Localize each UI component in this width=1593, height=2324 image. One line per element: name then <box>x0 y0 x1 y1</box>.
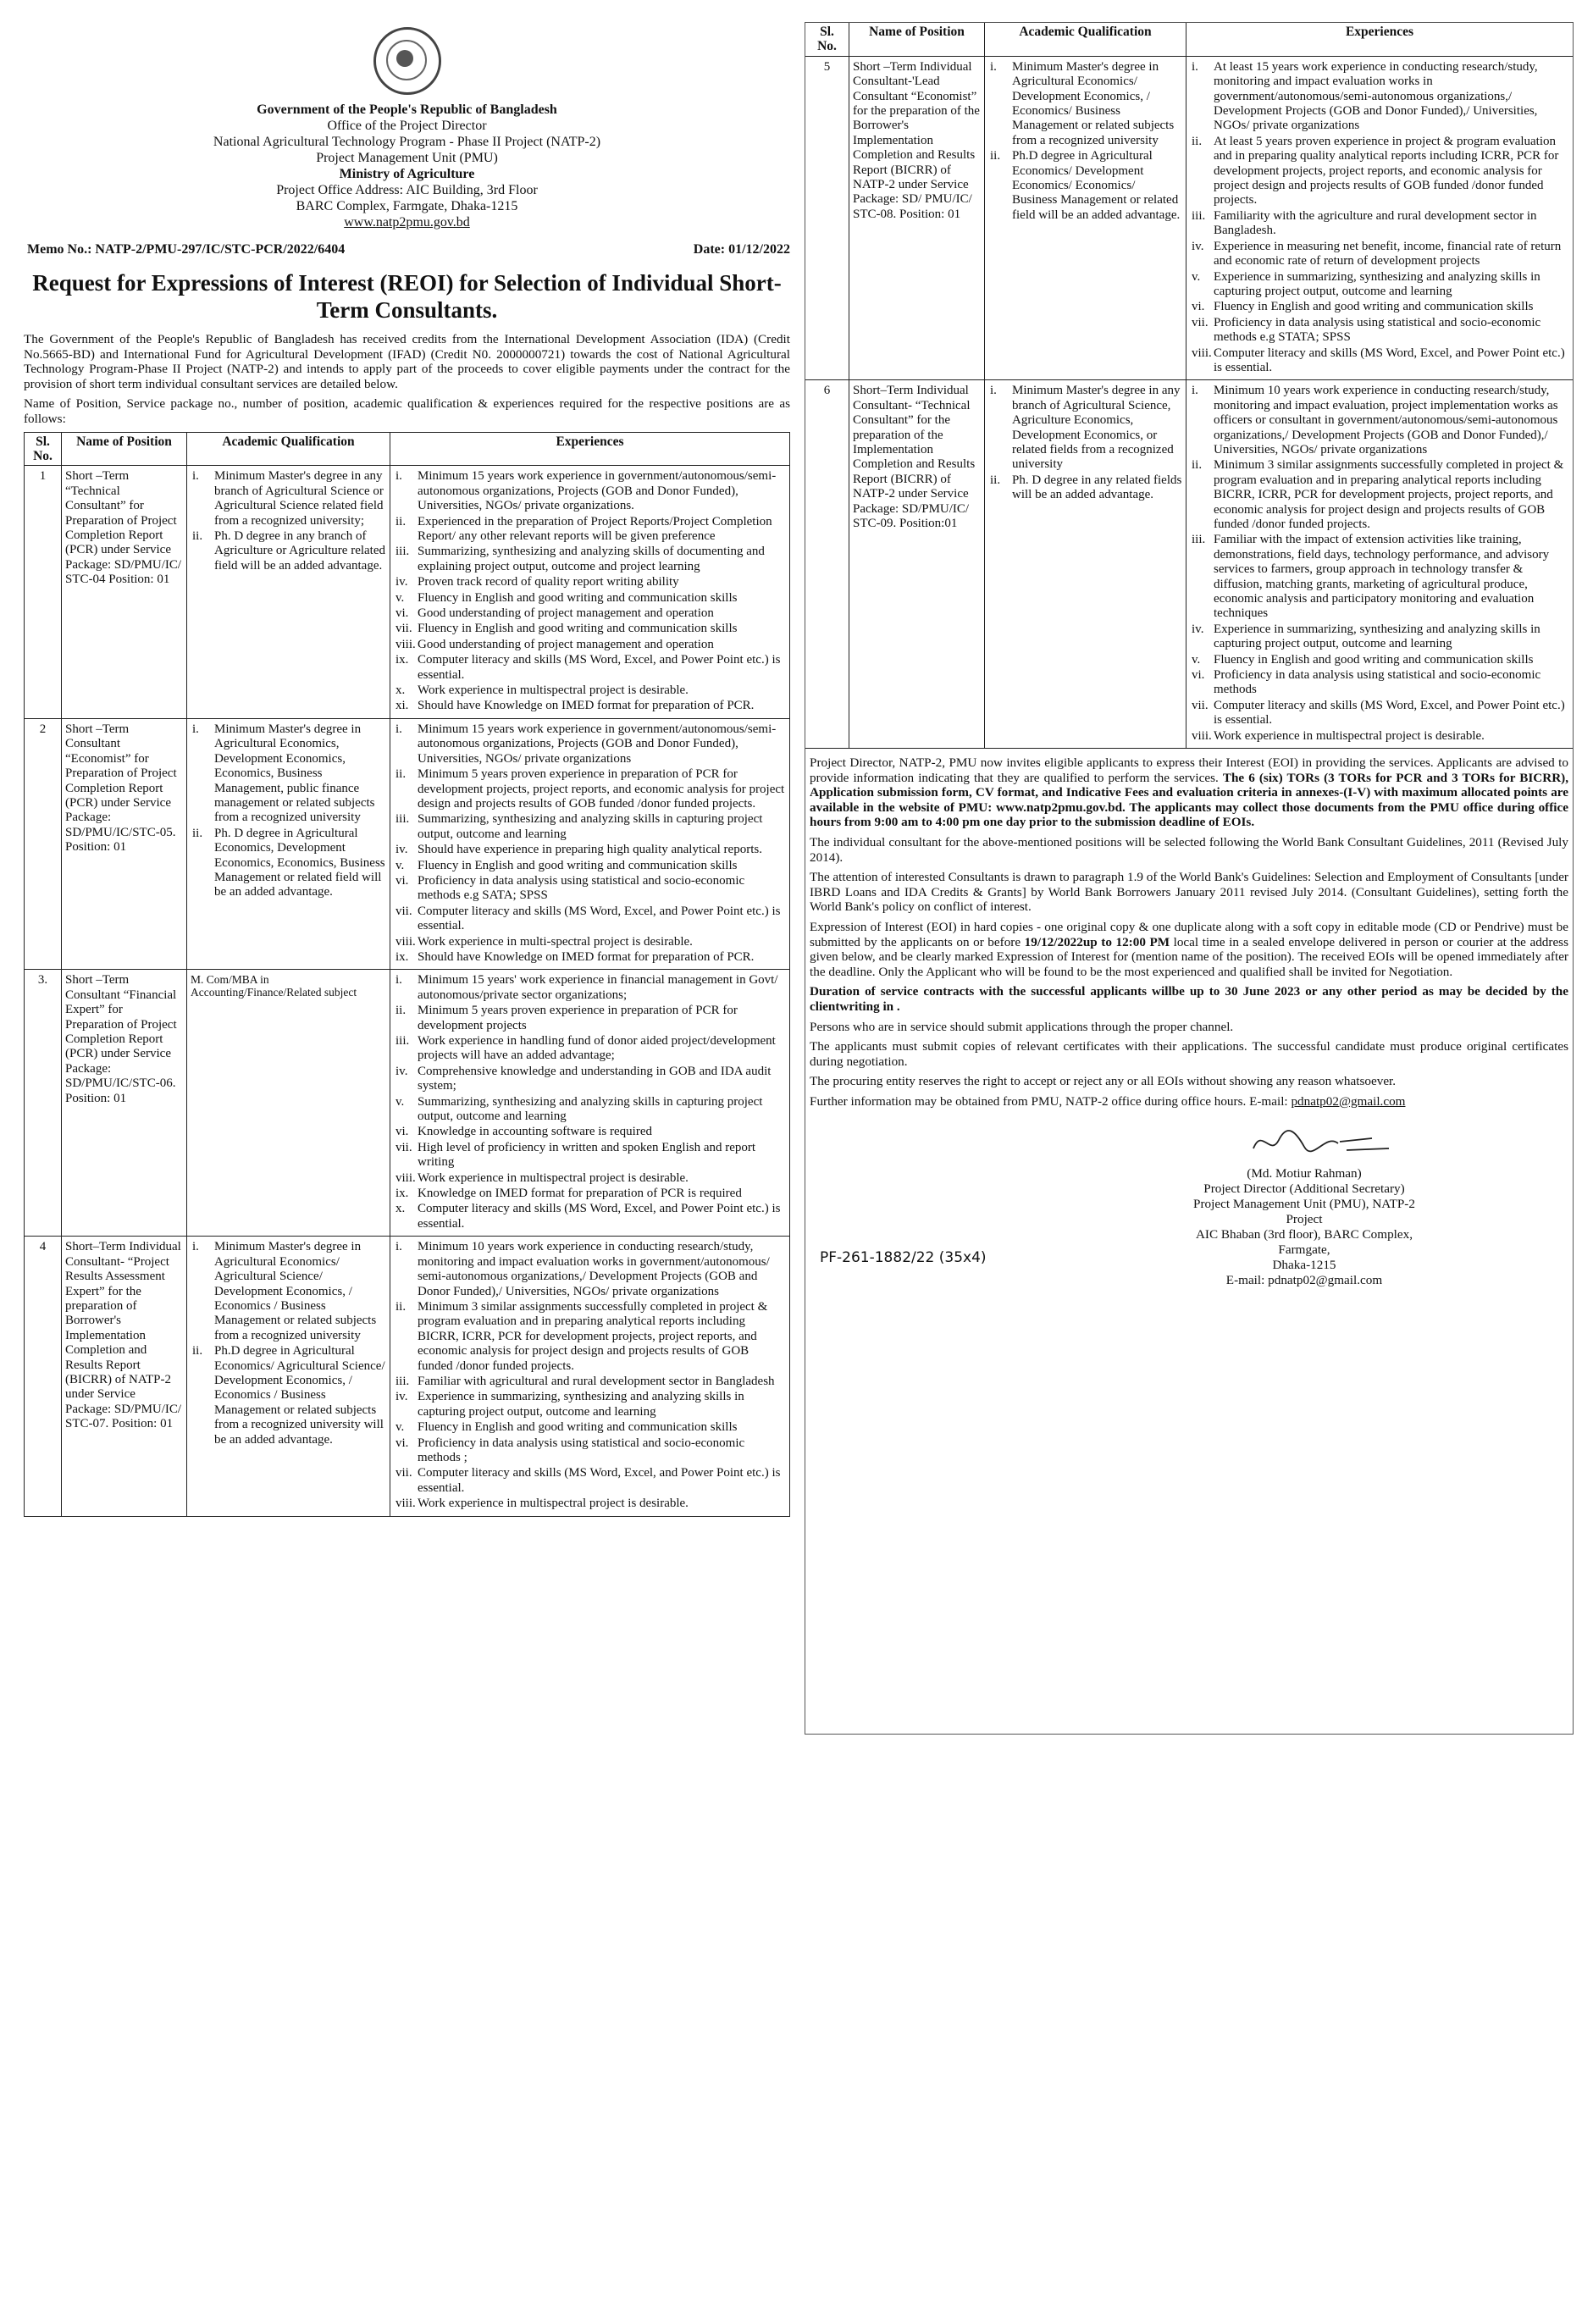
para-certificates: The applicants must submit copies of relevant certificates with their applications. The successful candidate must produce original certificates during negotiation. <box>810 1039 1568 1069</box>
list-number: v. <box>395 1420 405 1435</box>
table-row <box>25 1237 790 1516</box>
list-text: Ph. D degree in Agricultural Economics, Development Economics, Economics, Business Management or related field will be an added advantage. <box>214 826 385 899</box>
header-sl: Sl. No. <box>25 432 62 466</box>
list-number: ii. <box>1192 458 1203 473</box>
list-item <box>394 1202 786 1231</box>
list-item <box>394 1420 786 1435</box>
list-number: i. <box>395 973 402 988</box>
row-qualification <box>187 466 390 719</box>
list-text: Experience in summarizing, synthesizing and analyzing skills in capturing project output, outcome and learning <box>1214 269 1540 298</box>
list-text: Fluency in English and good writing and communication skills <box>418 1420 738 1435</box>
list-item <box>394 699 786 713</box>
list-item <box>394 1095 786 1125</box>
list-text: At least 15 years work experience in conducting research/study, monitoring and impact evaluation works in government/autonomous/semi-autonomous organizations,/ Development Projects (GOB and Donor Funded),/ Universities, NGOs/ private organizations <box>1214 59 1538 133</box>
list-item <box>394 722 786 766</box>
list-text: Proficiency in data analysis using statistical and socio-economic methods ; <box>418 1436 745 1464</box>
list-item <box>394 469 786 513</box>
list-number: i. <box>395 722 402 736</box>
right-frame <box>805 22 1574 1735</box>
list-number: i. <box>1192 384 1198 398</box>
list-number: iv. <box>1192 622 1204 636</box>
list-item <box>191 1240 386 1343</box>
para-conflict: The attention of interested Consultants is drawn to paragraph 1.9 of the World Bank's Guidelines: Selection and Employment of Consultants [under IBRD Loans and IDA Credits & Grants] by World Bank Borrowers January 2011 revised July 2014. (Consultant Guidelines), setting forth the World Bank's policy on conflict of interest. <box>810 870 1568 915</box>
numbered-list <box>191 469 386 573</box>
list-number: x. <box>395 1202 406 1216</box>
list-item <box>394 973 786 1003</box>
intro-paragraph: The Government of the People's Republic of Bangladesh has received credits from the International Development Association (IDA) (Credit No.5665-BD) and International Fund for Agricultural Development (IFAD) (Credit N0. 2000000721) towards the cost of National Agricultural Technology Program-Phase II Project (NATP-2) and intends to apply part of the proceeds to cover eligible payments under the contract for the provision of short term individual consultant services are detailed below. <box>24 332 790 391</box>
memo-date: Date: 01/12/2022 <box>693 242 790 257</box>
numbered-list <box>394 1240 786 1511</box>
list-number: ii. <box>990 149 1001 163</box>
list-text: Should have experience in preparing high quality analytical reports. <box>418 843 762 857</box>
list-number: v. <box>1192 652 1201 667</box>
list-text: Minimum 15 years work experience in government/autonomous/semi-autonomous organizations, Projects (GOB and Donor Funded), Universities, NGOs/ private organizations <box>418 722 777 766</box>
list-text: Computer literacy and skills (MS Word, Excel, and Power Point etc.) is essential. <box>418 904 781 933</box>
list-number: vii. <box>1192 315 1209 329</box>
signatory-org: Project Management Unit (PMU), NATP-2 Project <box>1193 1196 1415 1226</box>
list-text: Ph.D degree in Agricultural Economics/ Development Economics/ Economics/ Business Management or related field will be an added advantage. <box>1012 149 1181 222</box>
list-text: Minimum 3 similar assignments successfully completed in project & program evaluation and in preparing analytical reports including BICRR, ICRR, PCR for development projects, project reports, and economic analysis for project design and projects results of GOB funded /donor funded projects. <box>418 1299 768 1373</box>
list-text: At least 5 years proven experience in project & program evaluation and in preparing quality analytical reports including ICRR, PCR for development projects, project reports, and economic analysis for project design and projects results of GOB funded /donor funded projects. <box>1214 134 1559 208</box>
list-number: viii. <box>395 1170 416 1185</box>
list-number: v. <box>395 1094 405 1109</box>
para-contact: Further information may be obtained from PMU, NATP-2 office during office hours. E-mail: pdnatp02@gmail.com <box>810 1093 1406 1109</box>
list-number: iv. <box>1192 239 1204 253</box>
para-duration: Duration of service contracts with the successful applicants willbe up to 30 June 2023 or any other period as may be decided by the clientwriting in . <box>810 984 1568 1014</box>
list-number: ii. <box>990 473 1001 487</box>
table-row <box>25 718 790 970</box>
positions-intro: Name of Position, Service package no., number of position, academic qualification & experiences required for the respective positions are as follows: <box>24 396 790 426</box>
list-number: i. <box>192 469 199 484</box>
para-rights: The procuring entity reserves the right to accept or reject any or all EOIs without showing any reason whatsoever. <box>810 1074 1397 1089</box>
list-number: viii. <box>395 1497 416 1511</box>
list-text: Work experience in multispectral project is desirable. <box>1214 728 1485 743</box>
signatory-title: Project Director (Additional Secretary) <box>1203 1181 1405 1196</box>
list-text: Minimum Master's degree in Agricultural Economics/ Agricultural Science/ Development Economics, / Economics / Business Management or related subjects from a recognized university <box>214 1240 377 1342</box>
list-number: viii. <box>1192 346 1212 360</box>
list-text: Experience in summarizing, synthesizing and analyzing skills in capturing project output, outcome and learning <box>418 1390 744 1419</box>
row-position-name: Short –Term Consultant “Financial Expert” for Preparation of Project Completion Report (PCR) under Service Package: SD/PMU/IC/STC-06. Position: 01 <box>62 970 187 1237</box>
list-number: iv. <box>395 575 408 589</box>
list-number: vii. <box>395 904 412 918</box>
list-number: viii. <box>1192 728 1212 743</box>
list-number: ii. <box>192 529 203 543</box>
list-number: viii. <box>395 637 416 651</box>
numbered-list <box>394 973 786 1231</box>
list-text: Familiar with agricultural and rural development sector in Bangladesh <box>418 1374 775 1388</box>
list-text: Fluency in English and good writing and communication skills <box>1214 652 1534 667</box>
list-text: Proficiency in data analysis using statistical and socio-economic methods e.g STATA; SPSS <box>1214 315 1541 345</box>
row-position-name: Short –Term Consultant “Economist” for Preparation of Project Completion Report (PCR) under Service Package: SD/PMU/IC/STC-05. Position: 01 <box>62 718 187 970</box>
list-item <box>394 1300 786 1374</box>
list-text: Work experience in multispectral project is desirable. <box>418 1497 689 1511</box>
list-number: ix. <box>395 1187 409 1201</box>
letterhead-line7: BARC Complex, Farmgate, Dhaka-1215 <box>296 199 518 213</box>
table-header-row <box>25 432 790 466</box>
list-number: ii. <box>395 1004 407 1018</box>
list-number: v. <box>395 590 405 605</box>
header-name: Name of Position <box>62 432 187 466</box>
row-serial: 2 <box>25 718 62 970</box>
list-text: Should have Knowledge on IMED format for preparation of PCR. <box>418 949 755 964</box>
list-number: i. <box>192 1240 199 1254</box>
list-item <box>394 622 786 636</box>
list-item <box>394 935 786 949</box>
list-number: vi. <box>1192 300 1205 314</box>
right-column <box>805 22 1574 1287</box>
table-row <box>25 466 790 719</box>
signatory-city: Dhaka-1215 <box>1272 1257 1336 1272</box>
list-text: Minimum Master's degree in Agricultural Economics/ Development Economics, / Economics/ Business Management or related subjects from a recognized university <box>1012 59 1175 147</box>
table-row <box>25 970 790 1237</box>
list-item <box>191 1344 386 1447</box>
list-number: vii. <box>395 1466 412 1480</box>
list-number: i. <box>990 59 997 74</box>
list-text: Knowledge in accounting software is required <box>418 1125 652 1139</box>
row-qualification <box>187 718 390 970</box>
header-name: Name of Position <box>849 23 985 57</box>
list-text: Computer literacy and skills (MS Word, Excel, and Power Point etc.) is essential. <box>1214 346 1565 374</box>
header-exp: Experiences <box>390 432 790 466</box>
list-number: iii. <box>395 1374 410 1388</box>
list-number: xi. <box>395 699 409 713</box>
list-text: Proven track record of quality report writing ability <box>418 575 679 589</box>
list-item <box>394 1125 786 1139</box>
list-number: iii. <box>395 545 410 559</box>
list-number: ii. <box>1192 134 1203 148</box>
letterhead-line4: Project Management Unit (PMU) <box>316 151 498 165</box>
list-text: Minimum Master's degree in Agricultural Economics, Development Economics, Economics, Business Management, public finance management or related subjects from a recognized university <box>214 722 375 825</box>
list-text: Fluency in English and good writing and communication skills <box>1214 300 1534 314</box>
list-item <box>394 653 786 683</box>
list-number: iii. <box>1192 208 1206 223</box>
list-text: Minimum 10 years work experience in conducting research/study, monitoring and impact evaluation, project implementation works as officers or consultant in government/autonomous/semi-autonomous organizations,/ Development Projects (GOB and Donor Funded),/ Universities, NGOs/ private organizations <box>1214 384 1558 456</box>
list-text: Computer literacy and skills (MS Word, Excel, and Power Point etc.) is essential. <box>418 1202 781 1231</box>
header-qual: Academic Qualification <box>985 23 1186 57</box>
list-item <box>394 683 786 698</box>
list-number: iv. <box>395 1390 408 1404</box>
para-submission: Expression of Interest (EOI) in hard copies - one original copy & one duplicate along with a soft copy in editable mode (CD or Pendrive) must be submitted by the applicants on or before 19/12/2022up to 12:00 PM local time in a sealed envelope delivered in person or courier at the address given below, and be clearly marked Expression of Interest for (mention name of the position). The received EOIs will be opened immediately after the deadline. Only the Applicant who will be found to be the most experienced and qualified shall be invited for Negotiation. <box>810 920 1569 979</box>
list-number: i. <box>1192 59 1198 74</box>
list-item <box>394 591 786 606</box>
letterhead-line6: Project Office Address: AIC Building, 3rd Floor <box>276 183 538 197</box>
para-invite: Project Director, NATP-2, PMU now invites eligible applicants to express their Interest (EOI) in providing the services. Applicants are advised to provide information indicating that they are qualified to perform the services. The 6 (six) TORs (3 TORs for PCR and 3 TORs for BICRR), Application submission form, CV format, and Indicative Fees and evaluation criteria in annexes-(I-V) with maximum allocated points are available in the website of PMU: www.natp2pmu.gov.bd. The applicants may collect those documents from the PMU office during office hours from 9:00 am to 4:00 pm one day prior to the submission deadline of EOIs. <box>810 755 1569 830</box>
signatory-address: AIC Bhaban (3rd floor), BARC Complex, Farmgate, <box>1195 1226 1413 1257</box>
list-number: vi. <box>395 1125 409 1139</box>
list-text: Ph.D degree in Agricultural Economics/ Agricultural Science/ Development Economics, / Economics / Business Management or related subjects from a recognized university will be an added advantage. <box>214 1344 385 1447</box>
list-text: Ph. D degree in any related fields will be an added advantage. <box>1012 473 1182 502</box>
list-item <box>191 722 386 826</box>
list-text: Fluency in English and good writing and communication skills <box>418 622 738 636</box>
list-text: Experience in measuring net benefit, income, financial rate of return and economic rate of return of development projects <box>1214 239 1562 268</box>
row-experiences <box>390 970 790 1237</box>
list-text: Summarizing, synthesizing and analyzing skills in capturing project output, outcome and learning <box>418 1094 763 1124</box>
list-number: ii. <box>192 1344 203 1358</box>
list-number: iii. <box>395 812 410 827</box>
row-experiences <box>390 1237 790 1516</box>
list-number: ii. <box>192 826 203 840</box>
list-text: Work experience in multi-spectral project is desirable. <box>418 934 693 949</box>
list-number: i. <box>192 722 199 736</box>
list-number: iv. <box>395 1064 408 1078</box>
list-item <box>191 469 386 528</box>
list-text: Work experience in multispectral project is desirable. <box>418 1170 689 1185</box>
list-text: Summarizing, synthesizing and analyzing skills of documenting and explaining project output, outcome and project learning <box>418 545 765 573</box>
list-item <box>394 1187 786 1201</box>
list-number: ii. <box>395 514 407 528</box>
list-number: vi. <box>395 873 409 888</box>
letterhead-line1: Government of the People's Republic of Bangladesh <box>257 102 557 117</box>
list-number: i. <box>395 469 402 484</box>
list-item <box>394 843 786 857</box>
pf-code: PF-261-1882/22 (35x4) <box>820 1248 987 1266</box>
list-item <box>394 606 786 621</box>
list-item <box>394 767 786 811</box>
list-number: vi. <box>395 1436 409 1450</box>
list-text: Familiarity with the agriculture and rural development sector in Bangladesh. <box>1214 208 1537 238</box>
list-text: Knowledge on IMED format for preparation of PCR is required <box>418 1187 742 1201</box>
list-number: v. <box>1192 269 1201 284</box>
list-item <box>394 950 786 965</box>
list-item <box>394 1065 786 1094</box>
list-item <box>394 1436 786 1466</box>
row-position-name: Short–Term Individual Consultant- “Project Results Assessment Expert” for the preparation of Borrower's Implementation Completion and Results Report (BICRR) of NATP-2 under Service Package: SD/PMU/IC/ STC-07. Position: 01 <box>62 1237 187 1516</box>
list-number: iii. <box>1192 533 1206 547</box>
list-number: vii. <box>395 1140 412 1154</box>
list-text: Good understanding of project management and operation <box>418 606 714 621</box>
row-qualification <box>187 1237 390 1516</box>
list-number: ix. <box>395 949 409 964</box>
list-text: Work experience in multispectral project is desirable. <box>418 683 689 698</box>
page-title: Request for Expressions of Interest (REOI) for Selection of Individual Short-Term Consultants. <box>32 270 782 323</box>
row-experiences <box>390 718 790 970</box>
letterhead-line3: National Agricultural Technology Program - Phase II Project (NATP-2) <box>213 135 601 149</box>
list-item <box>394 1004 786 1033</box>
list-text: Should have Knowledge on IMED format for preparation of PCR. <box>418 699 755 713</box>
row-serial: 6 <box>805 380 849 749</box>
list-item <box>394 859 786 873</box>
list-item <box>394 575 786 589</box>
row-serial: 1 <box>25 466 62 719</box>
row-serial: 3. <box>25 970 62 1237</box>
numbered-list <box>394 469 786 714</box>
list-number: ii. <box>395 1299 407 1314</box>
list-text: Computer literacy and skills (MS Word, Excel, and Power Point etc.) is essential. <box>1214 698 1565 728</box>
list-text: Computer literacy and skills (MS Word, Excel, and Power Point etc.) is essential. <box>418 653 781 682</box>
row-qualification: M. Com/MBA in Accounting/Finance/Related subject <box>187 970 390 1237</box>
list-number: i. <box>395 1240 402 1254</box>
list-number: vi. <box>1192 668 1205 683</box>
list-number: x. <box>395 683 406 698</box>
list-item <box>394 874 786 904</box>
list-item <box>394 812 786 842</box>
list-number: iv. <box>395 843 408 857</box>
list-item <box>191 827 386 900</box>
letterhead-line2: Office of the Project Director <box>327 119 487 133</box>
positions-table-left <box>24 432 790 1517</box>
list-item <box>394 1141 786 1170</box>
list-text: Work experience in handling fund of donor aided project/development projects will have an added advantage; <box>418 1034 776 1063</box>
list-text: Fluency in English and good writing and communication skills <box>418 858 738 872</box>
list-text: Summarizing, synthesizing and analyzing skills in capturing project output, outcome and learning <box>418 812 763 841</box>
list-item <box>394 905 786 934</box>
list-number: vii. <box>395 622 412 636</box>
list-text: Minimum 10 years work experience in conducting research/study, monitoring and impact evaluation works in government/autonomous/ semi-autonomous organizations,/ Development Projects (GOB and Donor Funded),/ Universities, NGOs/ private organizations <box>418 1240 770 1298</box>
list-text: Comprehensive knowledge and understanding in GOB and IDA audit system; <box>418 1064 772 1093</box>
list-text: Minimum 15 years' work experience in financial management in Govt/ autonomous/private sector organizations; <box>418 973 778 1002</box>
list-text: High level of proficiency in written and spoken English and report writing <box>418 1140 756 1170</box>
list-item <box>394 545 786 574</box>
list-text: Minimum Master's degree in any branch of Agricultural Science or Agricultural Science related field from a recognized university; <box>214 469 384 528</box>
government-seal-icon <box>373 27 441 95</box>
list-text: Minimum 3 similar assignments successfully completed in project & program evaluation and in preparing analytical reports including BICRR, ICRR, PCR for development projects, project reports, and economic analysis for project design and projects results of GOB funded /donor funded projects. <box>1214 458 1564 531</box>
list-text: Minimum 5 years proven experience in preparation of PCR for development projects <box>418 1004 738 1032</box>
list-text: Familiar with the impact of extension activities like training, demonstrations, field days, technology performance, and advisory services to farmers, group approach in technology transfer & diffusion, matching grants, marketing of agricultural produce, economic analysis and participatory monitoring and evaluation techniques <box>1214 533 1550 621</box>
list-item <box>394 1497 786 1511</box>
list-item <box>394 1375 786 1389</box>
numbered-list <box>191 1240 386 1447</box>
list-text: Minimum 15 years work experience in government/autonomous/semi-autonomous organizations, Projects (GOB and Donor Funded), Universities, NGOs/ private organizations. <box>418 469 777 513</box>
list-text: Good understanding of project management and operation <box>418 637 714 651</box>
row-position-name: Short–Term Individual Consultant- “Technical Consultant” for the preparation of the Implementation Completion and Results Report (BICRR) of NATP-2 under Service Package: SD/PMU/IC/ STC-09. Position:01 <box>849 380 985 749</box>
header-exp: Experiences <box>1186 23 1574 57</box>
left-column <box>24 22 790 1517</box>
header-qual: Academic Qualification <box>187 432 390 466</box>
numbered-list <box>191 722 386 900</box>
row-serial: 5 <box>805 56 849 380</box>
list-text: Computer literacy and skills (MS Word, Excel, and Power Point etc.) is essential. <box>418 1466 781 1495</box>
list-text: Proficiency in data analysis using statistical and socio-economic methods <box>1214 668 1541 697</box>
list-number: v. <box>395 858 405 872</box>
para-selection: The individual consultant for the above-mentioned positions will be selected following the World Bank Consultant Guidelines, 2011 (Revised July 2014). <box>810 835 1568 865</box>
numbered-list <box>394 722 786 966</box>
list-item <box>394 1466 786 1496</box>
list-item <box>394 638 786 652</box>
list-item <box>394 1390 786 1419</box>
list-item <box>394 515 786 545</box>
list-item <box>394 1240 786 1299</box>
signatory-email: E-mail: pdnatp02@gmail.com <box>1225 1272 1383 1287</box>
list-number: iii. <box>395 1034 410 1048</box>
row-experiences <box>390 466 790 719</box>
list-item <box>191 529 386 573</box>
list-item <box>394 1034 786 1064</box>
list-number: vii. <box>1192 698 1209 712</box>
letterhead <box>24 102 790 230</box>
para-in-service: Persons who are in service should submit applications through the proper channel. <box>810 1019 1234 1034</box>
list-number: i. <box>990 384 997 398</box>
row-position-name: Short –Term “Technical Consultant” for Preparation of Project Completion Report (PCR) under Service Package: SD/PMU/IC/ STC-04 Position: 01 <box>62 466 187 719</box>
list-text: Minimum Master's degree in any branch of Agricultural Science, Agriculture Economics, Development Economics, or related fields from a recognized university <box>1012 384 1181 472</box>
website-link[interactable]: www.natp2pmu.gov.bd <box>344 215 470 230</box>
list-item <box>394 1171 786 1186</box>
row-serial: 4 <box>25 1237 62 1516</box>
header-sl: Sl. No. <box>805 23 849 57</box>
list-text: Experienced in the preparation of Project Reports/Project Completion Report/ any other relevant reports will be given preference <box>418 514 772 543</box>
contact-email-link[interactable]: pdnatp02@gmail.com <box>1291 1093 1406 1109</box>
list-text: Experience in summarizing, synthesizing and analyzing skills in capturing project output, outcome and learning <box>1214 622 1540 651</box>
signatory-name: (Md. Motiur Rahman) <box>1247 1165 1362 1181</box>
list-number: ix. <box>395 653 409 667</box>
memo-number: Memo No.: NATP-2/PMU-297/IC/STC-PCR/2022/6404 <box>27 242 346 257</box>
list-text: Fluency in English and good writing and communication skills <box>418 590 738 605</box>
memo-line <box>27 242 790 257</box>
list-number: viii. <box>395 934 416 949</box>
list-number: vi. <box>395 606 409 621</box>
list-text: Ph. D degree in any branch of Agriculture or Agriculture related field will be an added advantage. <box>214 529 386 573</box>
list-text: Proficiency in data analysis using statistical and socio-economic methods e.g SATA; SPSS <box>418 873 745 903</box>
list-number: ii. <box>395 767 407 782</box>
row-position-name: Short –Term Individual Consultant-'Lead Consultant “Economist” for the preparation of the Borrower's Implementation Completion and Results Report (BICRR) of NATP-2 under Service Package: SD/ PMU/IC/ STC-08. Position: 01 <box>849 56 985 380</box>
letterhead-line5: Ministry of Agriculture <box>339 167 475 181</box>
list-text: Minimum 5 years proven experience in preparation of PCR for development projects, project reports, and economic analysis for project design and projects results of GOB funded /donor funded projects. <box>418 767 785 811</box>
